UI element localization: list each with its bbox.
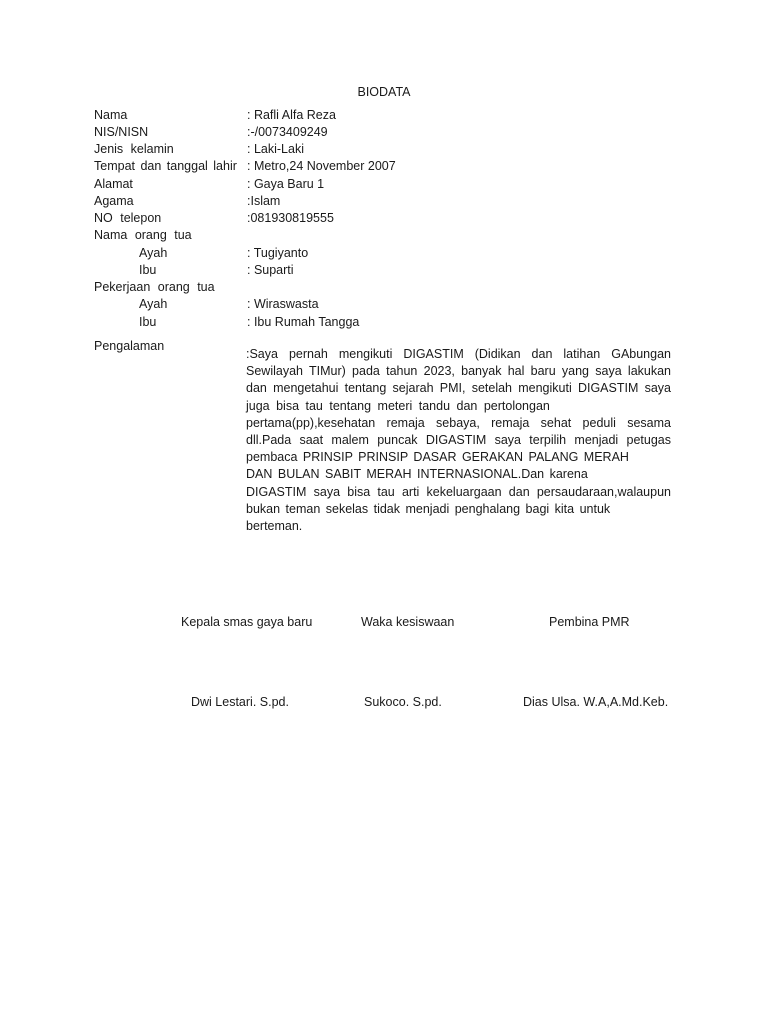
signature-name-kepala: Dwi Lestari. S.pd. [191, 695, 289, 709]
paragraph-line: :Saya pernah mengikuti DIGASTIM (Didikan dan latihan GAbungan [246, 347, 671, 361]
pengalaman-paragraph [246, 346, 671, 535]
field-value: : Ibu Rumah Tangga [247, 315, 360, 329]
field-label: Ibu [139, 263, 157, 277]
field-label: Nama [94, 108, 128, 122]
field-value: : Tugiyanto [247, 246, 309, 260]
signature-position-kepala: Kepala smas gaya baru [181, 615, 313, 629]
paragraph-line: dll.Pada saat malem puncak DIGASTIM saya terpilih menjadi petugas [246, 432, 671, 447]
paragraph-line: pertama(pp),kesehatan remaja sebaya, remaja sehat peduli sesama [246, 415, 671, 430]
paragraph-line: DIGASTIM saya bisa tau arti kekeluargaan dan persaudaraan,walaupun [246, 484, 671, 499]
signature-name-pembina: Dias Ulsa. W.A,A.Md.Keb. [523, 695, 669, 709]
field-value: :081930819555 [247, 211, 334, 225]
paragraph-line: juga bisa tau tentang meteri tandu dan pertolongan [246, 398, 550, 413]
pengalaman-label: Pengalaman [94, 339, 165, 353]
paragraph-line: dan mengetahui tentang sejarah PMI, setelah mengikuti DIGASTIM saya [246, 381, 671, 396]
paragraph-line: Sewilayah TIMur) pada tahun 2023, banyak hal baru yang saya lakukan [246, 364, 671, 379]
field-label: Alamat [94, 177, 133, 191]
signature-position-pembina: Pembina PMR [549, 615, 630, 629]
field-label: NO telepon [94, 211, 162, 225]
field-label: Tempat dan tanggal lahir [94, 159, 237, 173]
field-value: : Gaya Baru 1 [247, 177, 325, 191]
field-label: Ayah [139, 297, 168, 311]
field-value: : Rafli Alfa Reza [247, 108, 336, 122]
field-value: : Metro,24 November 2007 [247, 159, 396, 173]
field-label: Pekerjaan orang tua [94, 280, 215, 294]
signature-position-waka: Waka kesiswaan [361, 615, 455, 629]
paragraph-line: pembaca PRINSIP PRINSIP DASAR GERAKAN PALANG MERAH [246, 450, 629, 465]
field-label: Jenis kelamin [94, 142, 174, 156]
field-value: : Suparti [247, 263, 294, 277]
document-title: BIODATA [357, 85, 411, 99]
field-value: : Wiraswasta [247, 297, 319, 311]
field-value: : Laki-Laki [247, 142, 304, 156]
field-label: Nama orang tua [94, 228, 192, 242]
field-label: Agama [94, 194, 134, 208]
paragraph-line: berteman. [246, 518, 303, 533]
signature-name-waka: Sukoco. S.pd. [364, 695, 442, 709]
field-label: Ibu [139, 315, 157, 329]
field-value: :-/0073409249 [247, 125, 328, 139]
paragraph-line: DAN BULAN SABIT MERAH INTERNASIONAL.Dan karena [246, 467, 588, 482]
paragraph-line: bukan teman sekelas tidak menjadi penghalang bagi kita untuk [246, 501, 611, 516]
field-label: NIS/NISN [94, 125, 149, 139]
field-label: Ayah [139, 246, 168, 260]
field-value: :Islam [247, 194, 281, 208]
